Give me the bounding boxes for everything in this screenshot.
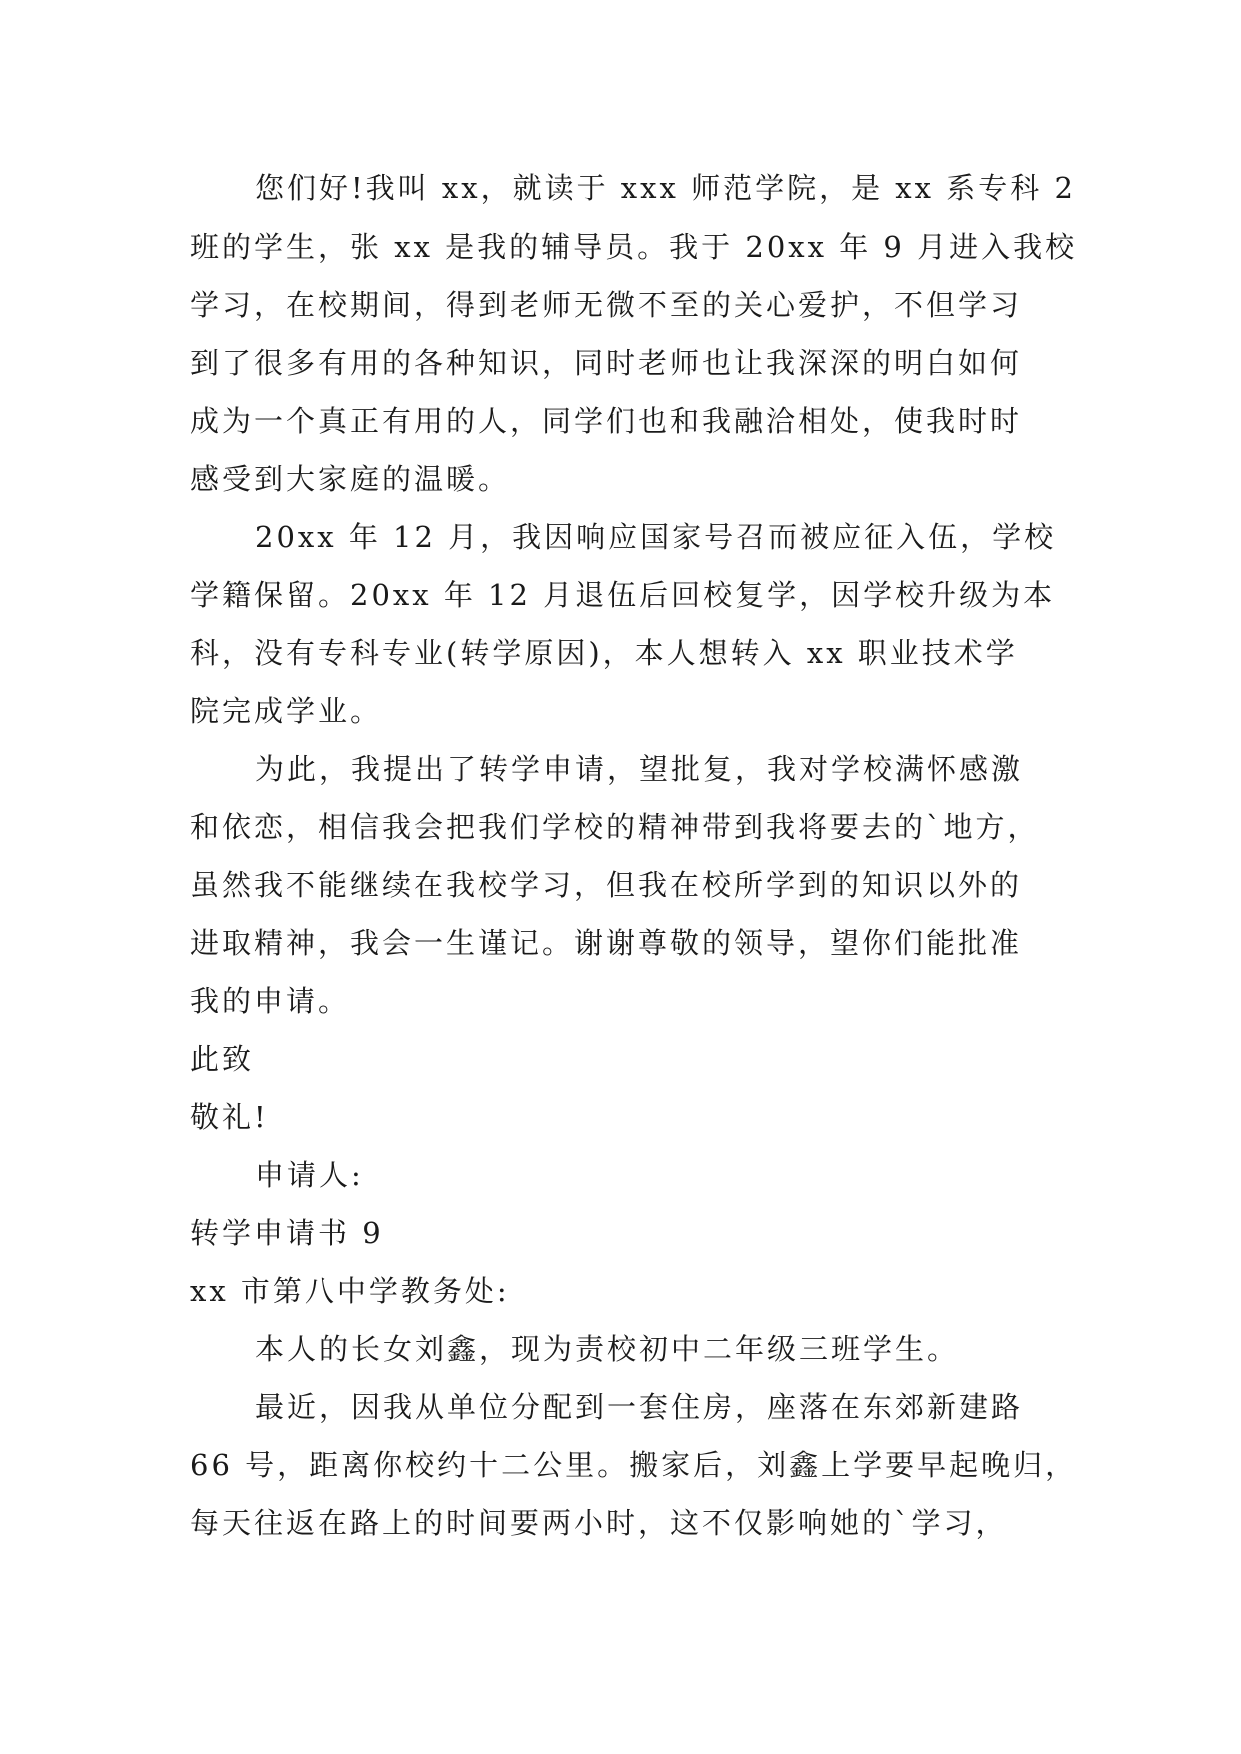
- paragraph-4-line-1: 本人的长女刘鑫，现为责校初中二年级三班学生。: [255, 1332, 960, 1366]
- paragraph-1-line-5: 成为一个真正有用的人，同学们也和我融洽相处，使我时时: [190, 404, 1023, 438]
- paragraph-1-line-3: 学习，在校期间，得到老师无微不至的关心爱护，不但学习: [190, 288, 1023, 322]
- section-title: 转学申请书 9: [190, 1216, 384, 1250]
- paragraph-3-line-5: 我的申请。: [190, 984, 351, 1018]
- applicant-signature-label: 申请人:: [255, 1158, 364, 1192]
- paragraph-5-line-2: 66 号，距离你校约十二公里。搬家后，刘鑫上学要早起晚归，: [190, 1448, 1078, 1482]
- closing-salutation: 此致: [190, 1042, 255, 1076]
- paragraph-2-line-4: 院完成学业。: [190, 694, 383, 728]
- recipient-line: xx 市第八中学教务处:: [190, 1274, 510, 1308]
- paragraph-1-line-2: 班的学生，张 xx 是我的辅导员。我于 20xx 年 9 月进入我校: [190, 230, 1078, 264]
- closing-regards: 敬礼!: [190, 1100, 269, 1134]
- paragraph-2-line-2: 学籍保留。20xx 年 12 月退伍后回校复学，因学校升级为本: [190, 578, 1056, 612]
- paragraph-1-line-1: 您们好!我叫 xx，就读于 xxx 师范学院，是 xx 系专科 2: [255, 171, 1076, 205]
- paragraph-5-line-3: 每天往返在路上的时间要两小时，这不仅影响她的`学习，: [190, 1506, 1008, 1540]
- paragraph-3-line-2: 和依恋，相信我会把我们学校的精神带到我将要去的`地方，: [190, 810, 1040, 844]
- paragraph-3-line-4: 进取精神，我会一生谨记。谢谢尊敬的领导，望你们能批准: [190, 926, 1023, 960]
- paragraph-2-line-1: 20xx 年 12 月，我因响应国家号召而被应征入伍，学校: [255, 520, 1057, 554]
- paragraph-5-line-1: 最近，因我从单位分配到一套住房，座落在东郊新建路: [255, 1390, 1024, 1424]
- paragraph-2-line-3: 科，没有专科专业(转学原因)，本人想转入 xx 职业技术学: [190, 636, 1018, 670]
- paragraph-1-line-4: 到了很多有用的各种知识，同时老师也让我深深的明白如何: [190, 346, 1023, 380]
- paragraph-3-line-1: 为此，我提出了转学申请，望批复，我对学校满怀感激: [255, 752, 1024, 786]
- paragraph-1-line-6: 感受到大家庭的温暖。: [190, 462, 511, 496]
- paragraph-3-line-3: 虽然我不能继续在我校学习，但我在校所学到的知识以外的: [190, 868, 1023, 902]
